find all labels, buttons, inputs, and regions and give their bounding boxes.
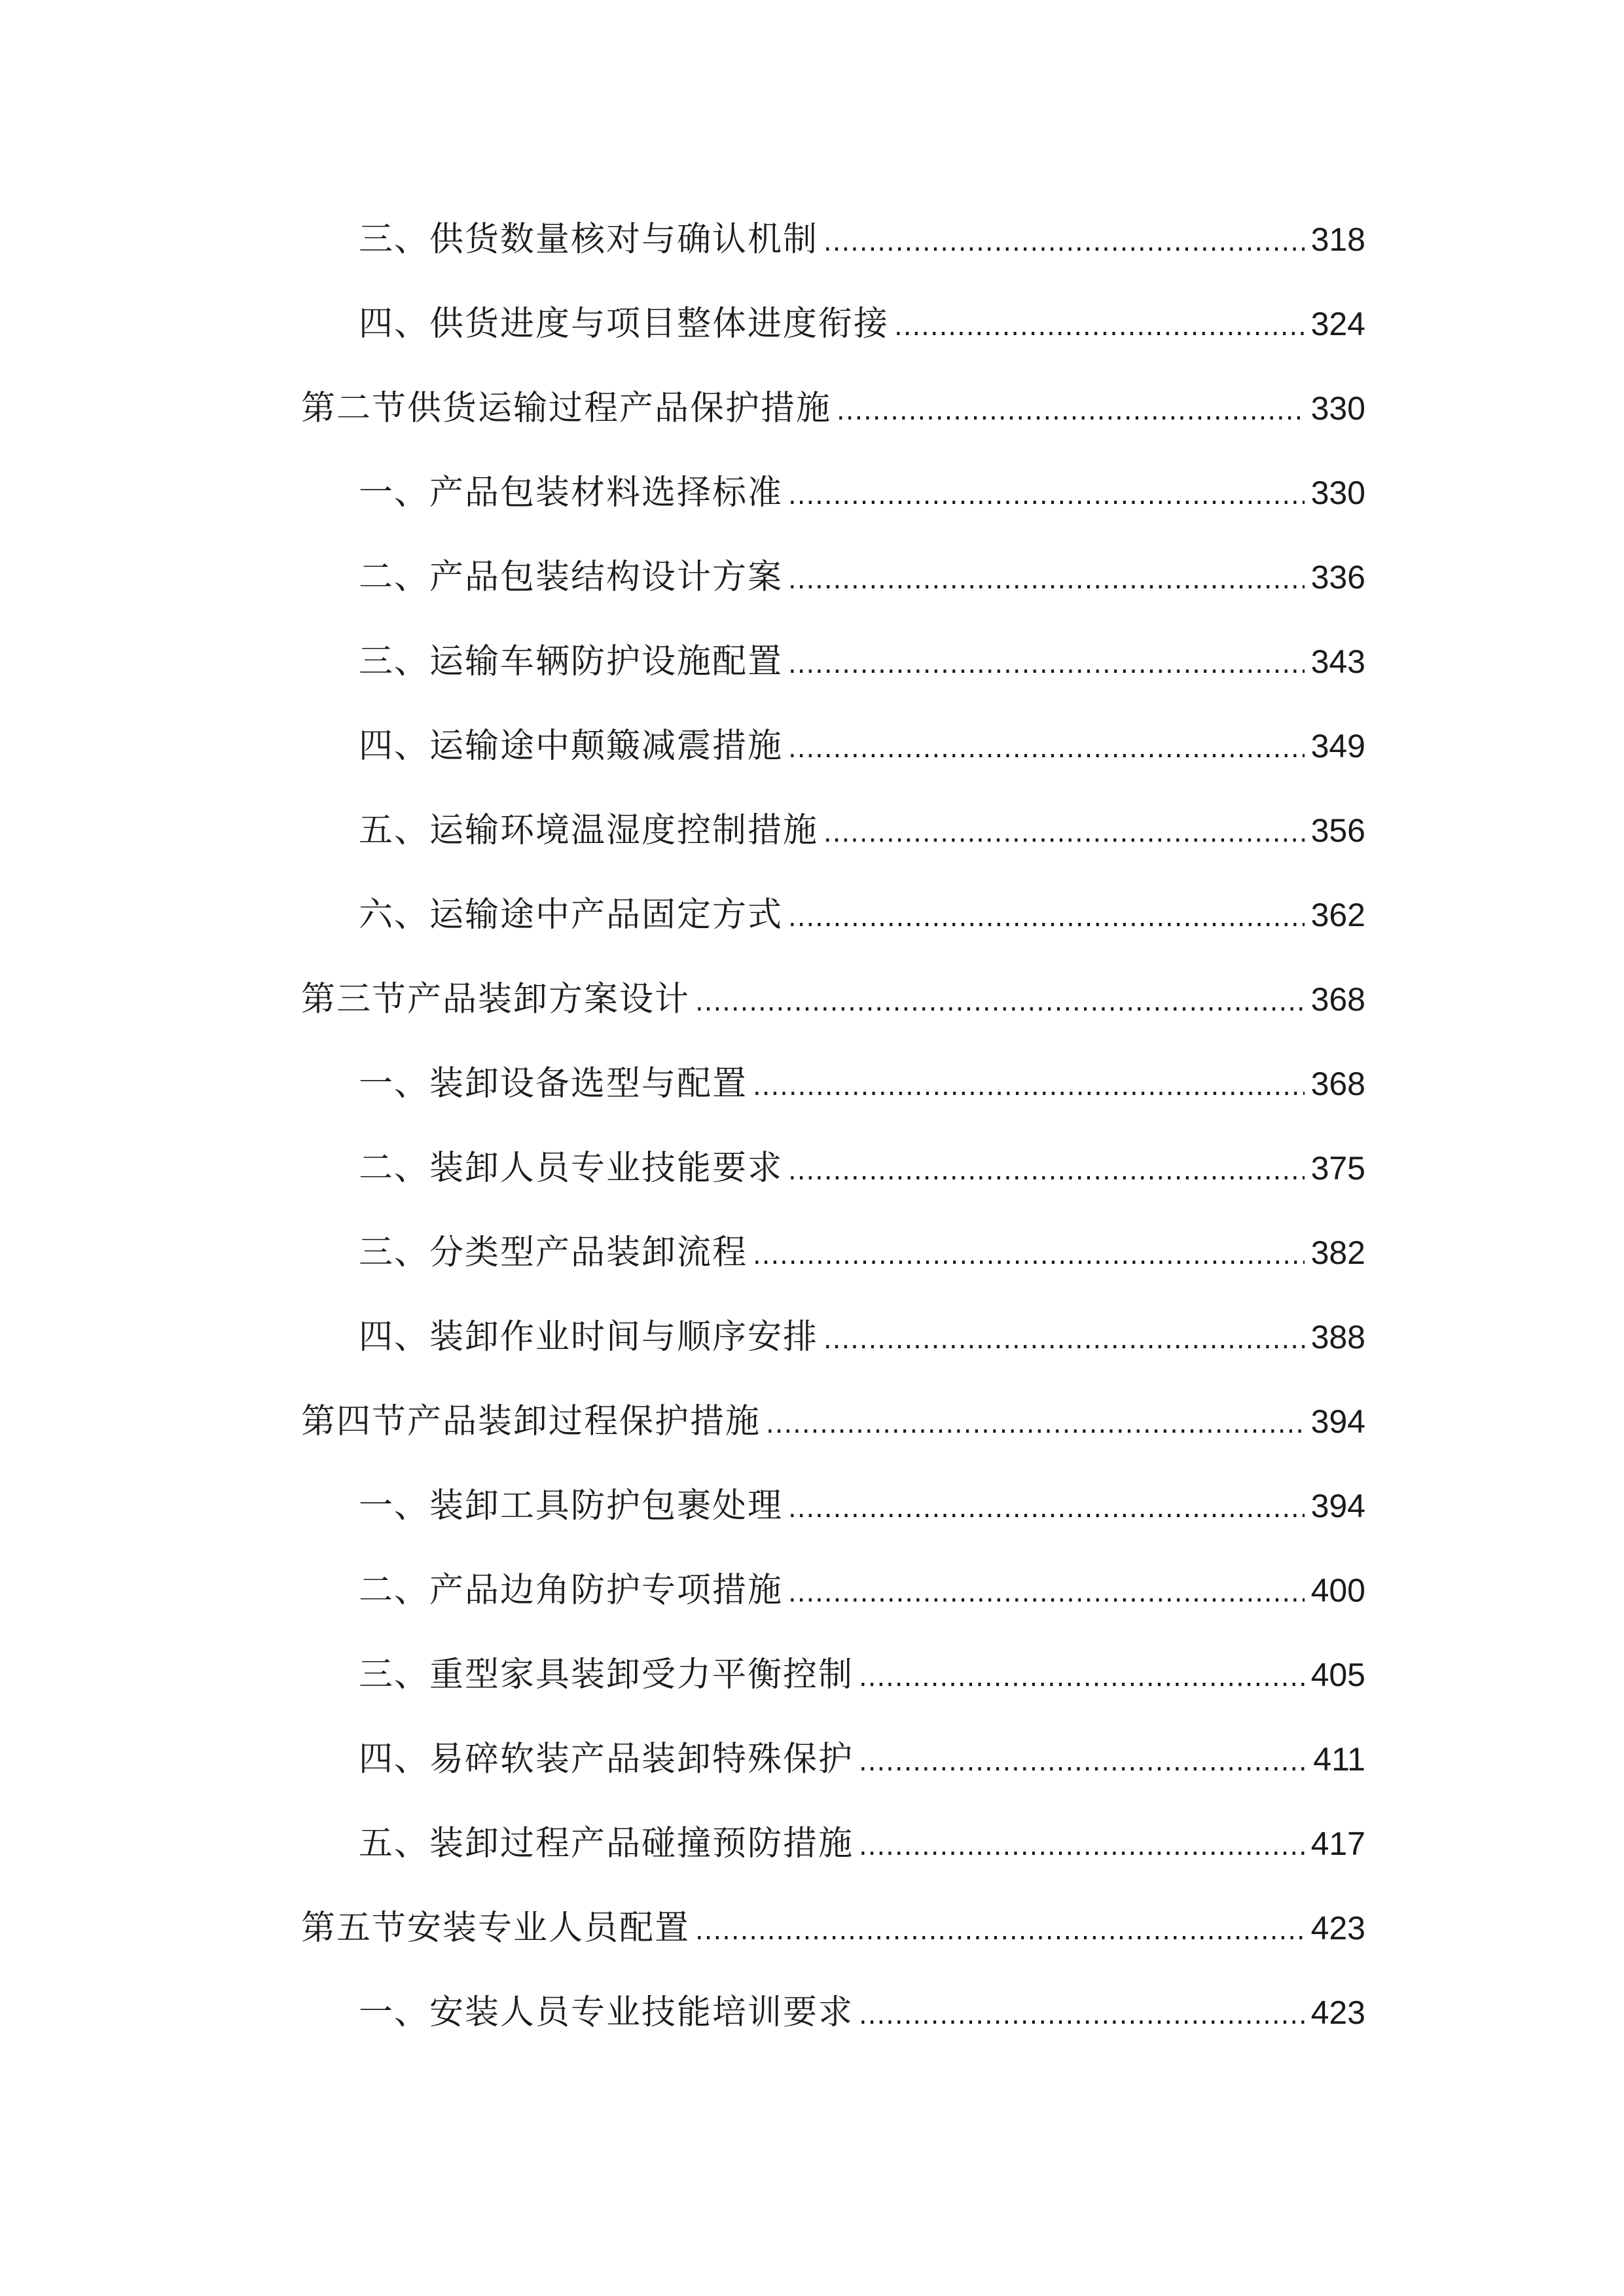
toc-dot-leader [823,791,1305,876]
toc-entry-title: 四、装卸作业时间与顺序安排 [359,1318,819,1357]
toc-entry[interactable] [0,1211,1365,1295]
toc-dot-leader [859,1804,1305,1889]
toc-entry[interactable] [0,789,1365,873]
toc-entry[interactable] [0,704,1365,789]
toc-dot-leader [788,1467,1305,1551]
toc-entry[interactable] [0,1295,1365,1380]
toc-entry-title: 三、重型家具装卸受力平衡控制 [359,1655,854,1695]
toc-entry-title: 一、安装人员专业技能培训要求 [359,1993,854,2032]
toc-dot-leader [753,1045,1305,1129]
toc-entry-page: 394 [1310,1403,1365,1440]
toc-entry-title: 第四节产品装卸过程保护措施 [301,1402,761,1441]
toc-entry-title: 四、供货进度与项目整体进度衔接 [359,304,890,344]
toc-entry[interactable] [0,873,1365,958]
toc-entry-title: 三、分类型产品装卸流程 [359,1233,748,1272]
toc-entry-title: 第三节产品装卸方案设计 [301,980,691,1019]
toc-dot-leader [859,1720,1307,1804]
toc-entry-page: 368 [1310,981,1365,1018]
toc-dot-leader [788,876,1305,960]
toc-dot-leader [788,538,1305,622]
toc-dot-leader [788,1129,1305,1213]
toc-entry[interactable] [0,535,1365,620]
toc-entry[interactable] [0,1126,1365,1211]
toc-entry-page: 375 [1310,1150,1365,1187]
toc-entry-title: 一、装卸设备选型与配置 [359,1064,748,1103]
toc-entry-title: 四、运输途中颠簸减震措施 [359,726,784,766]
toc-entry-page: 324 [1310,306,1365,342]
toc-entry-title: 一、装卸工具防护包裹处理 [359,1486,784,1526]
toc-entry-title: 五、运输环境温湿度控制措施 [359,811,819,850]
toc-entry-title: 二、产品包装结构设计方案 [359,558,784,597]
toc-entry[interactable] [0,1717,1365,1802]
toc-dot-leader [753,1213,1305,1298]
toc-entry-title: 五、装卸过程产品碰撞预防措施 [359,1824,854,1863]
toc-dot-leader [859,1973,1305,2058]
toc-entry[interactable] [0,1633,1365,1717]
toc-entry-page: 423 [1310,1994,1365,2031]
toc-entry-page: 423 [1310,1910,1365,1946]
toc-entry[interactable] [0,1971,1365,2055]
toc-dot-leader [695,960,1305,1045]
toc-dot-leader [695,1889,1305,1973]
toc-entry-page: 330 [1310,390,1365,427]
toc-entry[interactable] [0,451,1365,535]
toc-entry-page: 336 [1310,559,1365,596]
toc-dot-leader [894,285,1305,369]
toc-entry[interactable] [0,1802,1365,1886]
toc-entry[interactable] [0,198,1365,282]
toc-entry-title: 三、供货数量核对与确认机制 [359,220,819,259]
toc-dot-leader [788,454,1305,538]
toc-entry-title: 第五节安装专业人员配置 [301,1909,691,1948]
toc-entry-page: 343 [1310,643,1365,680]
toc-entry-page: 405 [1310,1657,1365,1693]
toc-dot-leader [823,200,1305,285]
toc-entry-title: 三、运输车辆防护设施配置 [359,642,784,681]
toc-entry-page: 400 [1310,1572,1365,1609]
toc-dot-leader [837,369,1305,454]
toc-dot-leader [823,1298,1305,1382]
toc-section-entry[interactable] [0,958,1365,1042]
toc-entry-page: 417 [1310,1825,1365,1862]
toc-dot-leader [788,707,1305,791]
toc-dot-leader [788,1551,1305,1636]
toc-dot-leader [766,1382,1305,1467]
table-of-contents [0,198,1624,2055]
toc-section-entry[interactable] [0,1886,1365,1971]
toc-entry-page: 330 [1310,475,1365,511]
toc-entry[interactable] [0,620,1365,704]
toc-entry-title: 二、产品边角防护专项措施 [359,1571,784,1610]
toc-entry-page: 318 [1310,221,1365,258]
toc-entry-page: 349 [1310,728,1365,764]
toc-section-entry[interactable] [0,367,1365,451]
toc-entry[interactable] [0,1549,1365,1633]
toc-entry-title: 二、装卸人员专业技能要求 [359,1149,784,1188]
toc-section-entry[interactable] [0,1380,1365,1464]
toc-entry[interactable] [0,1042,1365,1126]
toc-entry-page: 356 [1310,812,1365,849]
toc-entry-page: 382 [1310,1234,1365,1271]
toc-entry-title: 第二节供货运输过程产品保护措施 [301,389,832,428]
toc-entry-title: 六、运输途中产品固定方式 [359,895,784,935]
toc-entry-page: 411 [1313,1741,1365,1778]
toc-entry-title: 四、易碎软装产品装卸特殊保护 [359,1740,854,1779]
toc-entry-title: 一、产品包装材料选择标准 [359,473,784,512]
toc-dot-leader [859,1636,1305,1720]
toc-entry[interactable] [0,1464,1365,1549]
toc-entry-page: 362 [1310,897,1365,933]
toc-entry-page: 368 [1310,1066,1365,1102]
toc-entry-page: 394 [1310,1488,1365,1524]
toc-dot-leader [788,622,1305,707]
toc-entry[interactable] [0,282,1365,367]
toc-entry-page: 388 [1310,1319,1365,1355]
